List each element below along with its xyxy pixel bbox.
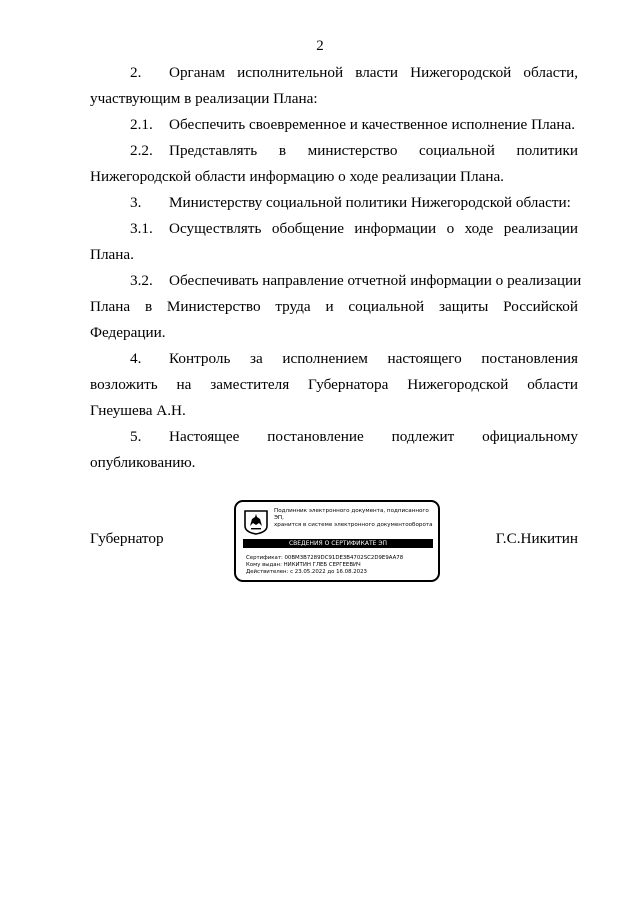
stamp-details — [246, 555, 403, 576]
signatory-name: Г.С.Никитин — [495, 530, 578, 547]
certificate-validity: Действителен: с 23.05.2022 до 16.08.2023 — [246, 569, 367, 575]
paragraph-line: Осуществлять обобщение информации о ходе реализации — [169, 220, 578, 237]
paragraph-line: Федерации. — [90, 324, 166, 341]
item-number: 3.2. — [130, 272, 153, 289]
paragraph-line: возложить на заместителя Губернатора Нижегородской области — [90, 376, 578, 393]
stamp-header-line: хранится в системе электронного документооборота — [274, 522, 433, 528]
paragraph-line: Министерству социальной политики Нижегородской области: — [169, 194, 571, 211]
paragraph-line: Плана. — [90, 246, 134, 263]
paragraph-line: участвующим в реализации Плана: — [90, 90, 318, 107]
regional-emblem-icon — [244, 510, 268, 535]
item-number: 2.1. — [130, 116, 153, 133]
item-number: 3. — [130, 194, 142, 211]
stamp-header — [274, 508, 436, 529]
certificate-owner: Кому выдан: НИКИТИН ГЛЕБ СЕРГЕЕВИЧ — [246, 562, 361, 568]
paragraph-line: Обеспечить своевременное и качественное исполнение Плана. — [169, 116, 576, 133]
paragraph-line: Органам исполнительной власти Нижегородской области, — [169, 64, 578, 81]
item-number: 2. — [130, 64, 142, 81]
item-number: 5. — [130, 428, 142, 445]
paragraph-line: Настоящее постановление подлежит официальному — [169, 428, 578, 445]
paragraph-line: Гнеушева А.Н. — [90, 402, 186, 419]
page-number: 2 — [316, 38, 324, 54]
item-number: 3.1. — [130, 220, 153, 237]
certificate-number: Сертификат: 00BM3B7289DC91DE3B4702SC2D9E9AA78 — [246, 555, 404, 561]
paragraph-line: Плана в Министерство труда и социальной защиты Российской — [90, 298, 578, 315]
paragraph-line: опубликованию. — [90, 454, 196, 471]
stamp-title-bar: СВЕДЕНИЯ О СЕРТИФИКАТЕ ЭП — [243, 539, 433, 548]
item-number: 4. — [130, 350, 142, 367]
stamp-header-line: Подлинник электронного документа, подписанного ЭП, — [274, 508, 429, 521]
paragraph-line: Контроль за исполнением настоящего постановления — [169, 350, 578, 367]
paragraph-line: Представлять в министерство социальной политики — [169, 142, 578, 159]
paragraph-line: Нижегородской области информацию о ходе реализации Плана. — [90, 168, 504, 185]
electronic-signature-stamp — [234, 500, 440, 582]
signatory-title: Губернатор — [90, 530, 164, 547]
item-number: 2.2. — [130, 142, 153, 159]
paragraph-line: Обеспечивать направление отчетной информации о реализации — [169, 272, 582, 289]
